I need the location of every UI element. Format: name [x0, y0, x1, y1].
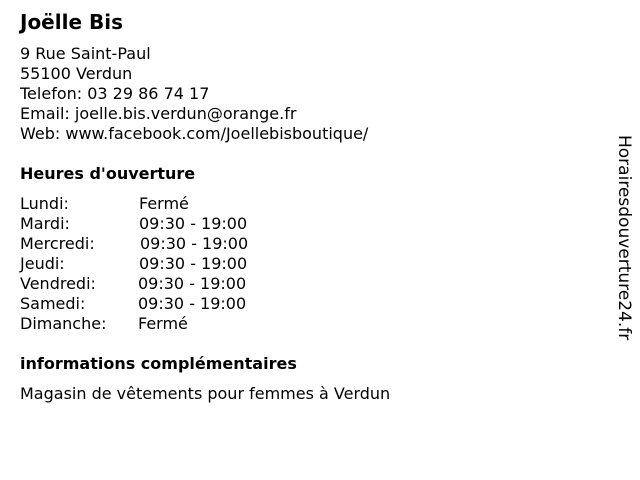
hours-time: 09:30 - 19:00: [139, 254, 248, 273]
hours-day: Samedi:: [20, 294, 86, 313]
watermark-text: Horairesdouverture24.fr: [614, 135, 634, 341]
hours-time: Fermé: [139, 194, 189, 213]
hours-time: 09:30 - 19:00: [138, 274, 247, 293]
address-street: 9 Rue Saint-Paul: [20, 44, 151, 63]
hours-time: 09:30 - 19:00: [138, 294, 247, 313]
hours-heading: Heures d'ouverture: [20, 164, 196, 183]
info-heading: informations complémentaires: [20, 354, 297, 373]
address-city: 55100 Verdun: [20, 64, 133, 83]
hours-day: Mardi:: [20, 214, 70, 233]
web-line: Web: www.facebook.com/Joellebisboutique/: [20, 124, 369, 143]
hours-time: Fermé: [138, 314, 188, 333]
hours-day: Vendredi:: [20, 274, 96, 293]
hours-day: Jeudi:: [20, 254, 65, 273]
phone-line: Telefon: 03 29 86 74 17: [20, 84, 210, 103]
hours-day: Lundi:: [20, 194, 69, 213]
hours-time: 09:30 - 19:00: [139, 214, 248, 233]
business-name: Joëlle Bis: [20, 10, 123, 34]
hours-day: Mercredi:: [20, 234, 95, 253]
info-text: Magasin de vêtements pour femmes à Verdun: [20, 384, 391, 403]
email-line: Email: joelle.bis.verdun@orange.fr: [20, 104, 297, 123]
hours-time: 09:30 - 19:00: [140, 234, 249, 253]
hours-day: Dimanche:: [20, 314, 107, 333]
